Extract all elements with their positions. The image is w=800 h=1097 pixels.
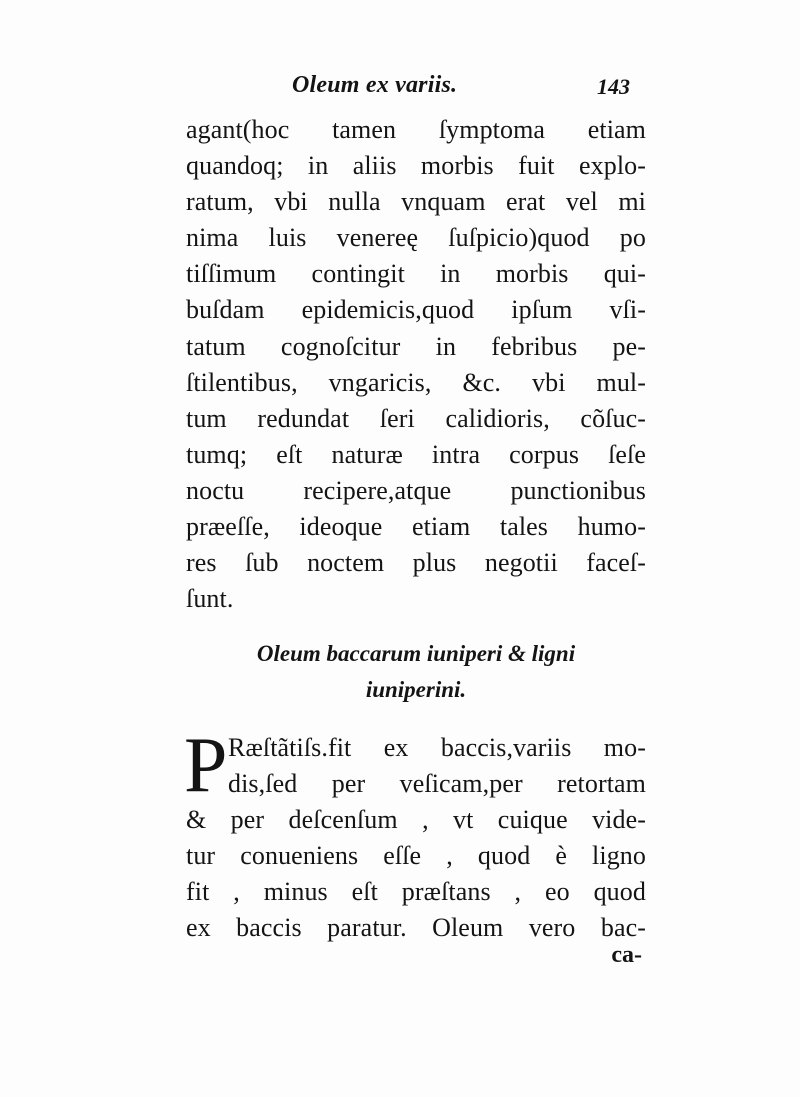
text-line: Ræſtãtiſs.fit ex baccis,variis mo- (228, 733, 646, 762)
text-line: noctu recipere,atque punctionibus (186, 475, 646, 505)
running-title: Oleum ex variis. (292, 72, 458, 98)
text-line: tum redundat ſeri calidioris, cõſuc- (186, 403, 646, 433)
text-line: dis,ſed per veſicam,per retortam (228, 769, 646, 799)
text-line: tur conueniens eſſe , quod è ligno (186, 841, 646, 871)
text-line: ex baccis paratur. Oleum vero bac- (186, 913, 646, 943)
section-body-text (184, 721, 646, 947)
section-heading-line: iuniperini. (365, 677, 467, 702)
text-line: & per deſcenſum , vt cuique vide- (186, 805, 646, 835)
text-line: tiſſimum contingit in morbis qui- (186, 259, 646, 289)
page-number: 143 (597, 74, 630, 99)
text-line: agant(hoc tamen ſymptoma etiam (186, 115, 646, 144)
body-text (186, 112, 646, 617)
text-line: buſdam epidemicis,quod ipſum vſi- (186, 295, 646, 325)
text-line: tumq; eſt naturæ intra corpus ſeſe (186, 439, 646, 469)
catchword: ca- (611, 942, 642, 968)
text-line: ſunt. (186, 584, 234, 614)
text-line: ſtilentibus, vngaricis, &c. vbi mul- (186, 367, 646, 397)
text-line: fit , minus eſt præſtans , eo quod (186, 877, 646, 907)
section-heading (186, 636, 646, 708)
drop-cap: P (184, 721, 228, 808)
text-line: prӕeſſe, ideoque etiam tales humo- (186, 512, 646, 542)
running-head (182, 72, 642, 108)
section-heading-line: Oleum baccarum iuniperi & ligni (256, 641, 576, 666)
text-line: tatum cognoſcitur in febribus pe- (186, 331, 646, 361)
text-line: quandoq; in aliis morbis fuit explo- (186, 151, 646, 181)
text-line: nima luis venereę ſuſpicio)quod po (186, 223, 646, 253)
text-line: ratum, vbi nulla vnquam erat vel mi (186, 187, 646, 217)
text-line: res ſub noctem plus negotii faceſ- (186, 548, 646, 578)
